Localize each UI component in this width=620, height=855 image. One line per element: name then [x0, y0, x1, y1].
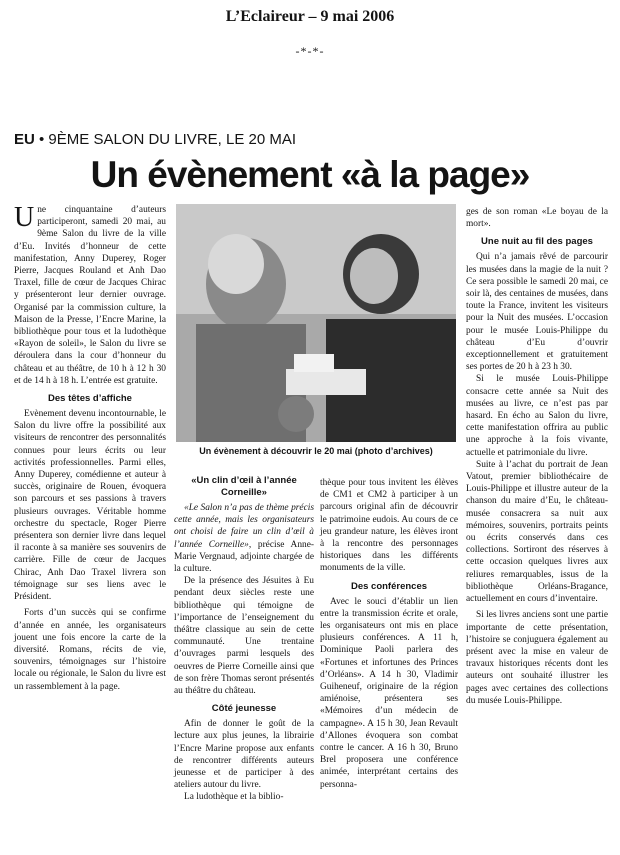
paragraph: ges de son roman «Le boyau de la mort».	[466, 207, 608, 230]
dropcap: U	[14, 202, 35, 233]
paragraph: Qui n’a jamais rêvé de parcourir les musées dans la magie de la nuit ? Ce sera possible le samedi 20 mai, ce soir là, des centaines de musées, dans toute la France, invitent les visiteurs pour la Nuit des musées. L’occasion pour le musée Louis-Philippe du château d’Eu d’ouvrir exceptionnellement et gratuitement ses portes de 20 h à 23 h 30.	[466, 252, 608, 373]
paragraph: Suite à l’achat du portrait de Jean Vatout, premier bibliothécaire de Louis-Philippe et illustre auteur de la chanson du maire d’Eu, le château-musée consacrera sa nuit aux mémoires, souvenirs, portraits peints ou écrits conservés dans ces collections. Sortiront des réserves à cette occasion quelques livres aux reliures remarquables, issus de la bibliothèque Orléans-Bragance, actuellement en cours d’inventaire.	[466, 459, 608, 605]
headline: Un évènement «à la page»	[90, 154, 530, 195]
intro-text: ne cinquantaine d’auteurs participeront, samedi 20 mai, au 9ème Salon du livre de la ville d’Eu. Invités d’honneur de cette manifestation, Anny Duperey, Roger Pierre, Jacques Rouland et Anh Dao Traxel, fille de cœur de Jacques Chirac y présenteront leur dernier ouvrage. Organisé par la commission culture, la Maison de la Presse, l’Encre Marine, la bibliothèque pour tous et la ludothèque «Rayon de soleil», le Salon du livre se déroulera dans la cour d’honneur du château et au théâtre, de 10 h à 12 h 30 et de 14 h à 18 h. L’entrée est gratuite.	[14, 205, 166, 386]
separator-stars: -*-*-	[295, 44, 325, 58]
column-4	[466, 206, 608, 707]
masthead: L’Eclaireur – 9 mai 2006	[225, 8, 395, 25]
quote-paragraph	[174, 502, 314, 575]
paragraph: De la présence des Jésuites à Eu pendant deux siècles reste une bibliothèque qui témoigne de l’importance de l’enseignement du théâtre classique au sein de cette communauté. Une trentaine d’ouvrages parmi lesquels des oeuvres de Pierre Corneille ainsi que de son frère Thomas seront présentés au théâtre du château.	[174, 576, 314, 697]
kicker-text: • 9ÈME SALON DU LIVRE, LE 20 MAI	[39, 131, 297, 148]
paragraph: Si les livres anciens sont une partie importante de cette présentation, l’histoire se conjuguera également au présent avec la mise en valeur de travaux historiques récents dont les auteurs ont souhaité illustrer les pages avec certaines des collections du musée Louis-Philippe.	[466, 610, 608, 706]
paragraph: Forts d’un succès qui se confirme d’année en année, les organisateurs jouent une fois encore la carte de la diversité. Romans, récits de vie, souvenirs, témoignages sur l’histoire locale ou régionale, le Salon du livre est un rassemblement à la page.	[14, 608, 166, 692]
paragraph: thèque pour tous invitent les élèves de CM1 et CM2 à participer à un parcours original afin de découvrir le patrimoine eudois. Au cours de ce jeu grandeur nature, les élèves iront à la rencontre des personnages historiques dans les différents monuments de la ville.	[320, 478, 458, 574]
heading-cote-jeunesse: Côté jeunesse	[211, 703, 277, 715]
heading-conferences: Des conférences	[350, 580, 428, 592]
kicker	[14, 131, 296, 148]
intro-paragraph	[14, 204, 166, 387]
article-photo	[176, 204, 456, 442]
photo-caption: Un évènement à découvrir le 20 mai (photo d’archives)	[199, 446, 433, 456]
paragraph: Si le musée Louis-Philippe consacre cette année sa Nuit des musées au livre, ce n’est pas par hasard. En écho au Salon du livre, cette manifestation offrira au public une approche à la fois vivante, actuelle et patrimoniale du livre.	[466, 374, 608, 458]
kicker-place: EU	[14, 131, 35, 148]
column-3	[320, 477, 458, 791]
paragraph: Afin de donner le goût de la lecture aux plus jeunes, la librairie l’Encre Marine propose aux enfants de rencontrer différents auteurs jeunesse et de participer à des ateliers autour du livre.	[174, 719, 314, 791]
photo-illustration	[176, 204, 456, 442]
quote-text: «Le Salon n’a pas de thème précis cette année, mais les organisateurs ont choisi de faire un clin d’œil à l’année Corneille»	[174, 503, 314, 550]
paragraph: Evènement devenu incontournable, le Salon du livre offre la possibilité aux visiteurs de rencontrer des personnalités connues pour leurs écrits ou leur activités professionnelles. Parmi elles, Anny Duperey, comédienne et auteur à succès, originaire de Rouen, évoquera son parcours et ses passions à travers plusieurs ouvrages. Véritable homme orchestre du spectacle, Roger Pierre présentera son dernier livre dans lequel il raconte à sa manière ses souvenirs de carrière. Fille de cœur de Jacques Chirac, Anh Dao Traxel livrera son témoignage sur ses liens avec le Président.	[14, 409, 166, 603]
heading-tetes-affiche: Des têtes d’affiche	[48, 393, 132, 405]
heading-clin-oeil: «Un clin d’œil à l’année Corneille»	[191, 475, 297, 498]
heading-nuit-pages: Une nuit au fil des pages	[481, 236, 593, 248]
quote-attribution: , précise Anne-Marie Vergnaud, adjointe chargée de la culture.	[174, 539, 314, 575]
paragraph: La ludothèque et la biblio-	[184, 792, 284, 803]
column-1	[14, 204, 166, 693]
paragraph: Avec le souci d’établir un lien entre la transmission écrite et orale, les organisateurs ont mis en place plusieurs conférences. A 11 h, Dominique Paoli parlera des «Fortunes et infortunes des Princes d’Orléans». A 14 h 30, Vladimir Guiheneuf, originaire de la région amiénoise, présentera ses «Mémoires d’un médecin de campagne». A 15 h 30, Jean Revault d’Allones évoquera son combat contre le cancer. A 16 h 30, Bruno Brel proposera une conférence animée, interprétant certains des personna-	[320, 596, 458, 790]
column-2	[174, 475, 314, 804]
